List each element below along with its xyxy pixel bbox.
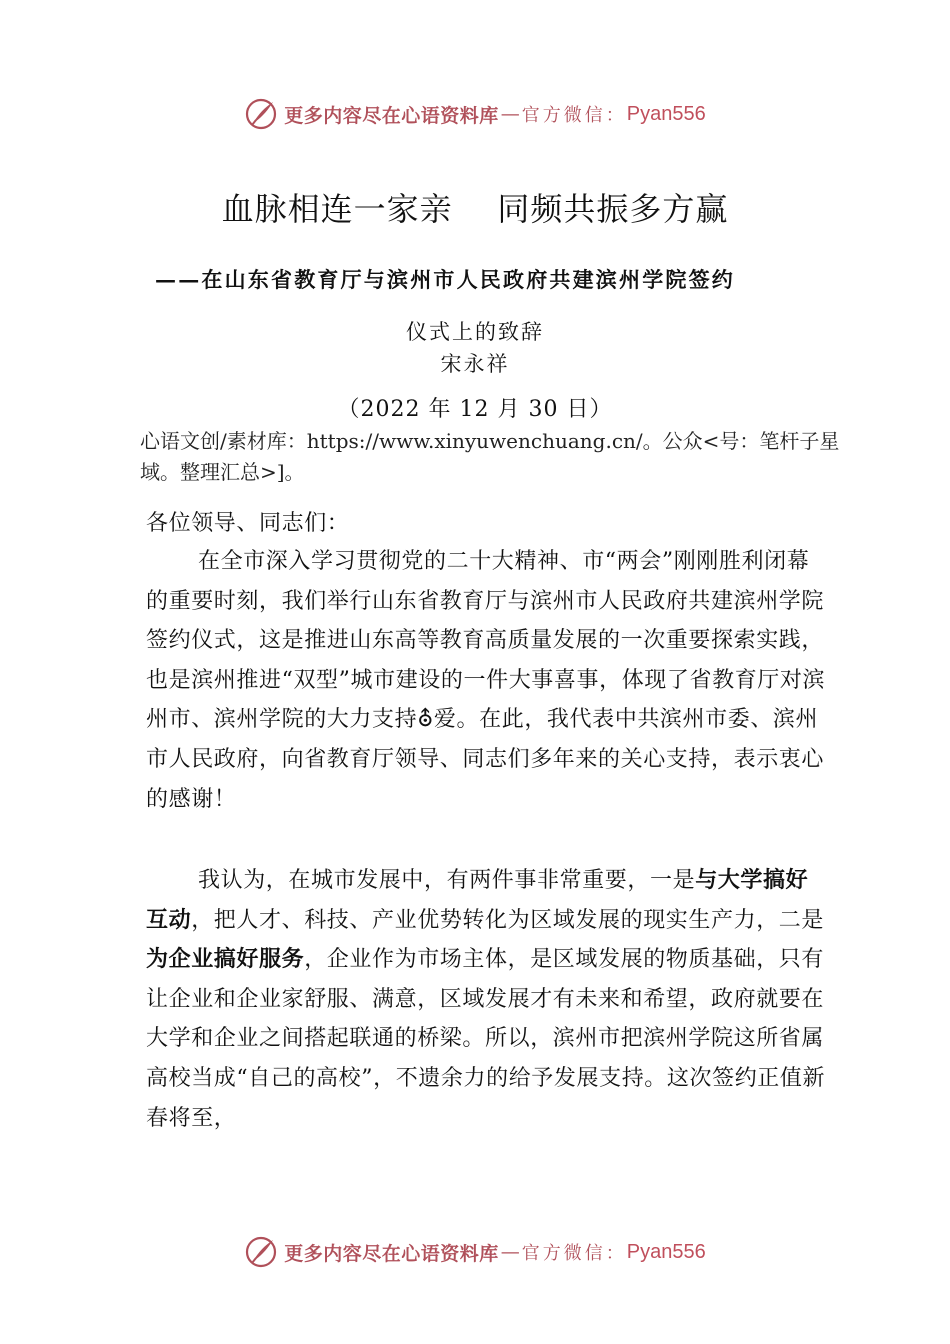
paragraph-2-emphasis-2: 为企业搞好服务 (146, 946, 305, 973)
paragraph-2-emphasis-1: 与大学搞好互动 (146, 867, 809, 933)
paragraph-2-text-b: ，把人才、科技、产业优势转化为区域发展的现实生产力，二是 (191, 907, 825, 933)
banner-text: 更多内容尽在心语资料库 (284, 1242, 499, 1265)
banner-text: 更多内容尽在心语资料库 (284, 104, 499, 127)
banner-label: 官方微信： (521, 1243, 627, 1264)
banner-wechat-id: Pyan556 (626, 1240, 706, 1263)
document-title: 血脉相连一家亲 同频共振多方赢 (221, 190, 729, 228)
paragraph-2-text-a: 我认为，在城市发展中，有两件事非常重要，一是 (198, 868, 696, 893)
author-name: 宋永祥 (440, 352, 510, 376)
header-banner (0, 94, 950, 134)
footer-banner (0, 1232, 950, 1272)
banner-label: 官方微信： (521, 105, 627, 126)
quill-pen-circle-icon (244, 97, 278, 131)
banner-separator: — (500, 1241, 520, 1263)
source-note: 心语文创/素材库：https://www.xinyuwenchuang.cn/。公众<号：笔杆子星域。整理汇总>]。 (140, 429, 840, 484)
document-subtitle-line2: 仪式上的致辞 (406, 320, 544, 344)
paragraph-1: 在全市深入学习贯彻党的二十大精神、市“两会”刚刚胜利闭幕的重要时刻，我们举行山东省教育厅与滨州市人民政府共建滨州学院签约仪式，这是推进山东高等教育高质量发展的一次重要探索实践，也是滨州推进“双型”城市建设的一件大事喜事，体现了省教育厅对滨州市、滨州学院的大力支持⛢爱。在此，我代表中共滨州市委、滨州市人民政府，向省教育厅领导、同志们多年来的关心支持，表示衷心的感谢！ (146, 549, 826, 812)
salutation: 各位领导、同志们： (146, 511, 350, 536)
document-subtitle-line1: ——在山东省教育厅与滨州市人民政府共建滨州学院签约 (155, 267, 735, 292)
paragraph-2 (146, 861, 826, 1138)
paragraph-2-text-c: ，企业作为市场主体，是区域发展的物质基础，只有让企业和企业家舒服、满意，区域发展才有未来和希望，政府就要在大学和企业之间搭起联通的桥梁。所以，滨州市把滨州学院这所省属高校当成“自己的高校”，不遗余力的给予发展支持。这次签约正值新春将至， (146, 947, 826, 1131)
banner-separator: — (500, 103, 520, 125)
speech-date: （2022 年 12 月 30 日） (337, 397, 613, 422)
quill-pen-circle-icon (244, 1235, 278, 1269)
banner-wechat-id: Pyan556 (626, 102, 706, 125)
